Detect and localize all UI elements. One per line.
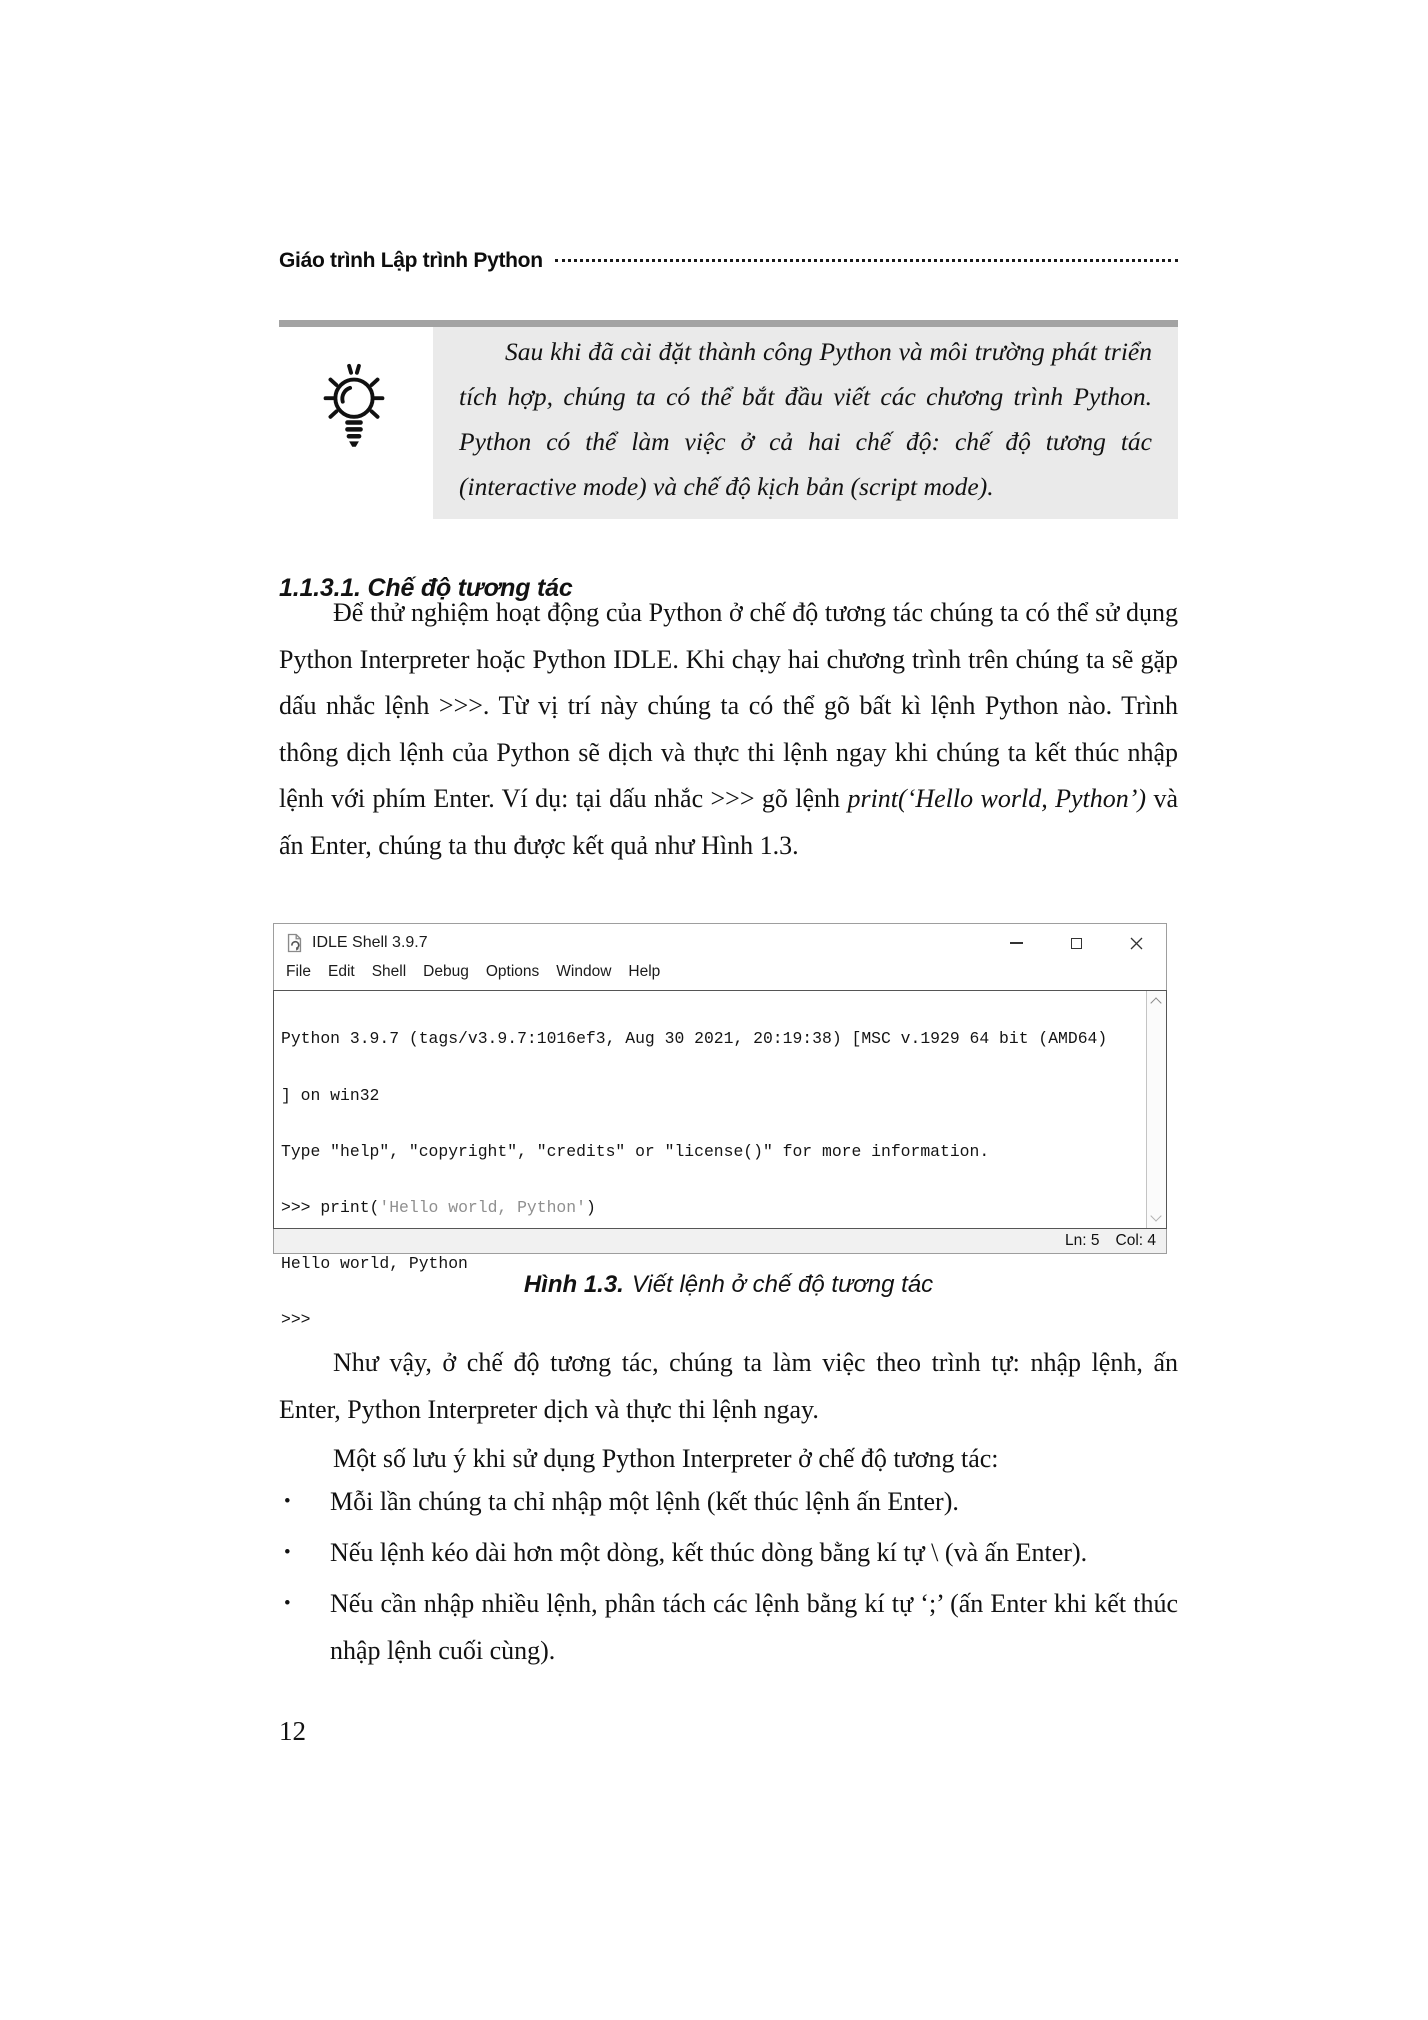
inline-code: print(‘Hello world, Python’)	[847, 784, 1147, 813]
list-item-text: Nếu lệnh kéo dài hơn một dòng, kết thúc dòng bằng kí tự \ (và ấn Enter).	[330, 1538, 1088, 1567]
note-callout-text: Sau khi đã cài đặt thành công Python và môi trường phát triển tích hợp, chúng ta có thể bắt đầu viết các chương trình Python. Python có thể làm việc ở cả hai chế độ: chế độ tương tác (interactive mode) và chế độ kịch bản (script mode).	[459, 337, 1152, 501]
status-column: Col: 4	[1115, 1232, 1156, 1249]
menu-shell[interactable]: Shell	[371, 963, 407, 980]
section-heading: 1.1.3.1. Chế độ tương tác	[279, 574, 573, 602]
running-header	[279, 249, 1178, 273]
shell-line: ] on win32	[281, 1085, 380, 1105]
menu-options[interactable]: Options	[485, 963, 540, 980]
list-item	[279, 1529, 1178, 1576]
list-item-text: Mỗi lần chúng ta chỉ nhập một lệnh (kết thúc lệnh ấn Enter).	[330, 1487, 959, 1516]
body-paragraph-3: Một số lưu ý khi sử dụng Python Interpreter ở chế độ tương tác:	[333, 1444, 999, 1473]
shell-line: Type "help", "copyright", "credits" or "license()" for more information.	[281, 1141, 990, 1161]
bullet-marker: •	[284, 1593, 291, 1614]
lightbulb-icon	[305, 358, 403, 458]
status-bar	[274, 1229, 1166, 1253]
shell-string-literal: 'Hello world, Python'	[379, 1197, 586, 1217]
idle-app-icon	[286, 933, 303, 953]
menu-help[interactable]: Help	[628, 963, 661, 980]
body-paragraph-1	[279, 590, 1178, 869]
window-title: IDLE Shell 3.9.7	[312, 934, 428, 951]
shell-prompt: >>> print(	[281, 1197, 380, 1217]
dotted-leader	[555, 259, 1178, 262]
scroll-up-icon[interactable]	[1150, 997, 1161, 1008]
shell-text: )	[585, 1197, 596, 1217]
shell-line: Python 3.9.7 (tags/v3.9.7:1016ef3, Aug 30 2021, 20:19:38) [MSC v.1929 64 bit (AMD64)	[281, 1029, 1108, 1049]
bullet-marker: •	[284, 1542, 291, 1563]
shell-line	[281, 1199, 1142, 1218]
body-paragraph-2: Như vậy, ở chế độ tương tác, chúng ta làm việc theo trình tự: nhập lệnh, ấn Enter, Python Interpreter dịch và thực thi lệnh ngay.	[279, 1348, 1178, 1424]
callout-top-rule	[279, 320, 1178, 327]
figure-caption-text: Viết lệnh ở chế độ tương tác	[631, 1271, 934, 1298]
window-controls	[986, 924, 1166, 962]
shell-line: Hello world, Python	[281, 1253, 468, 1273]
menu-edit[interactable]: Edit	[327, 963, 355, 980]
list-item	[279, 1580, 1178, 1674]
menu-file[interactable]: File	[286, 963, 311, 980]
maximize-icon[interactable]	[1046, 924, 1106, 962]
paragraph-text: Để thử nghiệm hoạt động của Python ở chế độ tương tác chúng ta có thể sử dụng Python Interpreter hoặc Python IDLE. Khi chạy hai chương trình trên chúng ta sẽ gặp dấu nhắc lệnh >>>. Từ vị trí này chúng ta có thể gõ bất kì lệnh Python nào. Trình thông dịch lệnh của Python sẽ dịch và thực thi lệnh ngay khi chúng ta kết thúc nhập lệnh với phím Enter. Ví dụ: tại dấu nhắc >>> gõ lệnh	[279, 598, 1178, 813]
figure-caption	[279, 1271, 1178, 1299]
list-item	[279, 1478, 1178, 1525]
status-line: Ln: 5	[1065, 1232, 1100, 1249]
menu-window[interactable]: Window	[556, 963, 612, 980]
paragraph-text: và ấn Enter, chúng ta thu được kết quả như Hình 1.3.	[279, 784, 1179, 860]
vertical-scrollbar[interactable]	[1146, 991, 1166, 1228]
scroll-down-icon[interactable]	[1150, 1210, 1161, 1221]
menu-debug[interactable]: Debug	[423, 963, 469, 980]
close-icon[interactable]	[1106, 924, 1166, 962]
shell-line: >>>	[281, 1309, 311, 1329]
list-item-text: Nếu cần nhập nhiều lệnh, phân tách các lệnh bằng kí tự ‘;’ (ấn Enter khi kết thúc nhập lệnh cuối cùng).	[330, 1589, 1178, 1665]
figure-caption-label: Hình 1.3.	[523, 1271, 624, 1298]
note-callout	[433, 327, 1178, 519]
bullet-marker: •	[284, 1491, 291, 1512]
page-number: 12	[279, 1716, 306, 1746]
minimize-icon[interactable]	[986, 924, 1046, 962]
running-header-title: Giáo trình Lập trình Python	[279, 249, 543, 272]
notes-list	[279, 1478, 1178, 1674]
window-titlebar	[274, 924, 1166, 962]
menu-bar	[274, 962, 1166, 990]
